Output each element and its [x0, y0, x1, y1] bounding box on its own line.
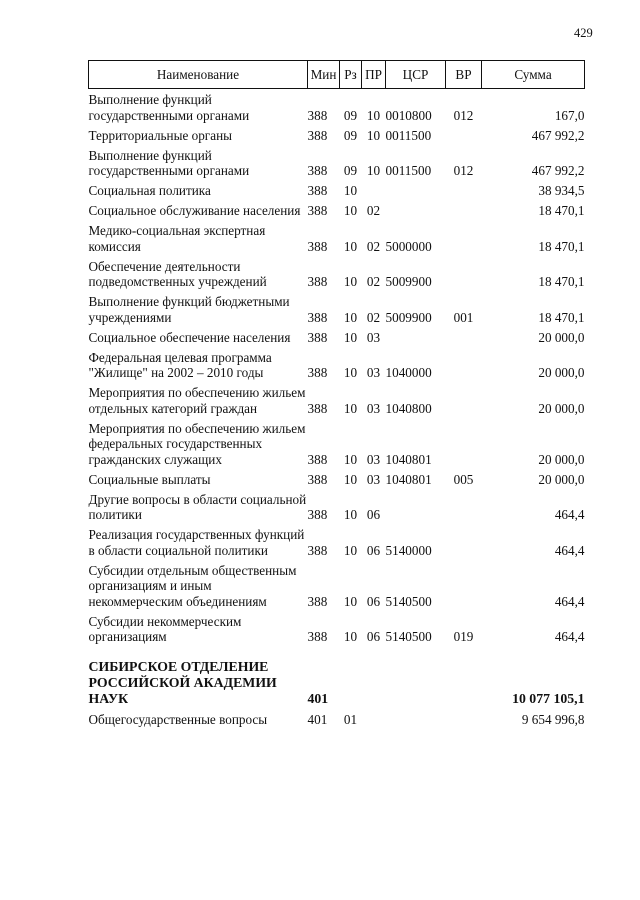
- cell-min: 388: [307, 451, 328, 467]
- cell-rz: 10: [343, 629, 358, 644]
- section-row: [89, 656, 585, 709]
- cell-name: Общегосударственные вопросы: [88, 711, 268, 727]
- cell-pr: 10: [366, 127, 381, 143]
- cell-name: Социальные выплаты: [88, 471, 211, 487]
- cell-vr: 005: [453, 471, 474, 487]
- page-number: 429: [574, 26, 593, 40]
- table-row: [89, 200, 585, 220]
- cell-name: Мероприятия по обеспечению жильем отдельных категорий граждан: [88, 385, 306, 416]
- cell-pr: 03: [366, 400, 381, 416]
- cell-pr: 06: [366, 593, 381, 609]
- cell-vr: [446, 418, 482, 469]
- cell-min: 401: [307, 711, 328, 727]
- cell-pr: [362, 656, 386, 709]
- cell-csr: [386, 180, 446, 200]
- cell-rz: 10: [343, 451, 358, 467]
- cell-name: Другие вопросы в области социальной политики: [88, 491, 307, 522]
- header-rz: Рз: [340, 61, 362, 89]
- cell-sum: 9 654 996,8: [521, 711, 585, 727]
- cell-csr: 0011500: [385, 127, 432, 143]
- table-row: [89, 709, 585, 729]
- cell-pr: 03: [366, 471, 381, 487]
- cell-pr: 10: [366, 163, 381, 178]
- cell-name: Федеральная целевая программа "Жилище" на 2002 – 2010 годы: [88, 349, 272, 380]
- cell-rz: 10: [343, 365, 358, 380]
- cell-name: Социальная политика: [88, 183, 211, 198]
- table-row: [89, 220, 585, 256]
- cell-pr: 10: [366, 107, 381, 123]
- header-pr: ПР: [362, 61, 386, 89]
- table-row: [89, 291, 585, 327]
- cell-rz: 09: [343, 107, 358, 123]
- cell-csr: [386, 200, 446, 220]
- cell-name: Социальное обеспечение населения: [88, 329, 291, 345]
- cell-pr: 02: [366, 309, 381, 325]
- cell-vr: 019: [453, 629, 474, 644]
- cell-vr: [446, 347, 482, 383]
- table-row: [89, 347, 585, 383]
- cell-min: 388: [307, 507, 328, 522]
- table-row: [89, 489, 585, 525]
- table-row: [89, 469, 585, 489]
- header-csr: ЦСР: [386, 61, 446, 89]
- cell-rz: 10: [343, 274, 358, 289]
- cell-pr: [362, 709, 386, 729]
- cell-min: 388: [307, 309, 328, 325]
- cell-rz: 10: [343, 329, 358, 345]
- cell-vr: [446, 709, 482, 729]
- cell-vr: [446, 200, 482, 220]
- table-row: [89, 611, 585, 647]
- cell-sum: 20 000,0: [538, 329, 585, 345]
- cell-min: 388: [307, 238, 328, 254]
- cell-sum: 20 000,0: [538, 400, 585, 416]
- cell-rz: 10: [343, 542, 358, 558]
- table-body: [89, 89, 585, 729]
- cell-pr: [362, 180, 386, 200]
- cell-name: Субсидии некоммерческим организациям: [88, 613, 242, 644]
- table-row: [89, 382, 585, 418]
- cell-name: Мероприятия по обеспечению жильем федеральных государственных гражданских служащих: [88, 420, 306, 467]
- cell-min: 388: [307, 471, 328, 487]
- cell-csr: 1040000: [385, 365, 432, 380]
- table-row: [89, 256, 585, 292]
- cell-name: Выполнение функций государственными органами: [88, 147, 250, 178]
- cell-name: Медико-социальная экспертная комиссия: [88, 223, 266, 254]
- cell-rz: 10: [343, 593, 358, 609]
- cell-pr: 03: [366, 365, 381, 380]
- cell-vr: [446, 125, 482, 145]
- cell-csr: 5140500: [385, 629, 432, 644]
- table-row: [89, 524, 585, 560]
- cell-pr: 03: [366, 329, 381, 345]
- cell-csr: 0010800: [385, 107, 432, 123]
- cell-name: Выполнение функций государственными органами: [88, 92, 250, 123]
- cell-name: Социальное обслуживание населения: [88, 203, 301, 218]
- cell-rz: [340, 656, 362, 709]
- cell-vr: 001: [453, 309, 474, 325]
- cell-pr: 03: [366, 451, 381, 467]
- cell-rz: 10: [343, 400, 358, 416]
- cell-sum: 20 000,0: [538, 471, 585, 487]
- cell-sum: 464,4: [554, 629, 585, 644]
- cell-csr: [386, 489, 446, 525]
- cell-vr: [446, 656, 482, 709]
- table-header-row: [89, 61, 585, 89]
- header-vr: ВР: [446, 61, 482, 89]
- cell-rz: 10: [343, 238, 358, 254]
- cell-sum: 18 470,1: [538, 238, 585, 254]
- cell-pr: 06: [366, 507, 381, 522]
- cell-pr: 02: [366, 203, 381, 218]
- cell-vr: [446, 560, 482, 611]
- cell-rz: 10: [343, 309, 358, 325]
- header-name: Наименование: [89, 61, 308, 89]
- cell-rz: 10: [343, 507, 358, 522]
- cell-sum: 20 000,0: [538, 451, 585, 467]
- cell-min: 388: [307, 127, 328, 143]
- cell-sum: 167,0: [554, 107, 585, 123]
- cell-csr: [386, 327, 446, 347]
- cell-csr: 5009900: [385, 274, 432, 289]
- cell-csr: 1040801: [385, 471, 432, 487]
- cell-sum: 464,4: [554, 507, 585, 522]
- cell-rz: 09: [343, 127, 358, 143]
- cell-min: 388: [307, 542, 328, 558]
- cell-sum: 38 934,5: [538, 183, 585, 198]
- cell-rz: 10: [343, 203, 358, 218]
- cell-csr: 1040801: [385, 451, 432, 467]
- cell-vr: 012: [453, 163, 474, 178]
- cell-sum: 20 000,0: [538, 365, 585, 380]
- budget-table: [88, 60, 585, 729]
- cell-sum: 464,4: [554, 593, 585, 609]
- cell-vr: [446, 256, 482, 292]
- table-row: [89, 418, 585, 469]
- table-row: [89, 180, 585, 200]
- cell-min: 388: [307, 163, 328, 178]
- cell-csr: 0011500: [385, 163, 432, 178]
- cell-name: Территориальные органы: [88, 127, 232, 143]
- table-row: [89, 89, 585, 125]
- cell-rz: 10: [343, 183, 358, 198]
- cell-sum: 18 470,1: [538, 309, 585, 325]
- cell-min: 388: [307, 400, 328, 416]
- cell-name: СИБИРСКОЕ ОТДЕЛЕНИЕ РОССИЙСКОЙ АКАДЕМИИ НАУК: [88, 659, 277, 706]
- cell-pr: 02: [366, 238, 381, 254]
- cell-vr: [446, 180, 482, 200]
- cell-sum: 10 077 105,1: [512, 691, 585, 706]
- cell-sum: 467 992,2: [531, 163, 585, 178]
- cell-name: Реализация государственных функций в области социальной политики: [88, 527, 305, 558]
- cell-vr: [446, 524, 482, 560]
- cell-min: 388: [307, 593, 328, 609]
- spacer-cell: [89, 646, 585, 656]
- table-row: [89, 145, 585, 181]
- table-row: [89, 327, 585, 347]
- cell-rz: 01: [343, 711, 358, 727]
- cell-csr: [386, 656, 446, 709]
- cell-min: 388: [307, 365, 328, 380]
- cell-vr: [446, 382, 482, 418]
- cell-name: Обеспечение деятельности подведомственных учреждений: [88, 258, 267, 289]
- cell-csr: 5140000: [385, 542, 432, 558]
- header-min: Мин: [308, 61, 340, 89]
- cell-min: 388: [307, 274, 328, 289]
- cell-sum: 18 470,1: [538, 203, 585, 218]
- cell-vr: [446, 489, 482, 525]
- table-row: [89, 560, 585, 611]
- cell-pr: 06: [366, 629, 381, 644]
- cell-min: 388: [307, 629, 328, 644]
- cell-pr: 06: [366, 542, 381, 558]
- cell-name: Субсидии отдельным общественным организациям и иным некоммерческим объединениям: [88, 562, 297, 609]
- cell-min: 388: [307, 107, 328, 123]
- cell-name: Выполнение функций бюджетными учреждениями: [88, 294, 290, 325]
- table-row: [89, 125, 585, 145]
- cell-vr: 012: [453, 107, 474, 123]
- cell-csr: 5000000: [385, 238, 432, 254]
- cell-csr: 5140500: [385, 593, 432, 609]
- cell-sum: 464,4: [554, 542, 585, 558]
- cell-sum: 467 992,2: [531, 127, 585, 143]
- cell-min: 401: [307, 691, 329, 706]
- section-spacer: [89, 646, 585, 656]
- header-sum: Сумма: [482, 61, 585, 89]
- cell-min: 388: [307, 329, 328, 345]
- cell-vr: [446, 327, 482, 347]
- cell-sum: 18 470,1: [538, 274, 585, 289]
- cell-min: 388: [307, 203, 328, 218]
- cell-csr: [386, 709, 446, 729]
- cell-rz: 09: [343, 163, 358, 178]
- cell-csr: 5009900: [385, 309, 432, 325]
- cell-pr: 02: [366, 274, 381, 289]
- cell-min: 388: [307, 183, 328, 198]
- cell-rz: 10: [343, 471, 358, 487]
- cell-vr: [446, 220, 482, 256]
- cell-csr: 1040800: [385, 400, 432, 416]
